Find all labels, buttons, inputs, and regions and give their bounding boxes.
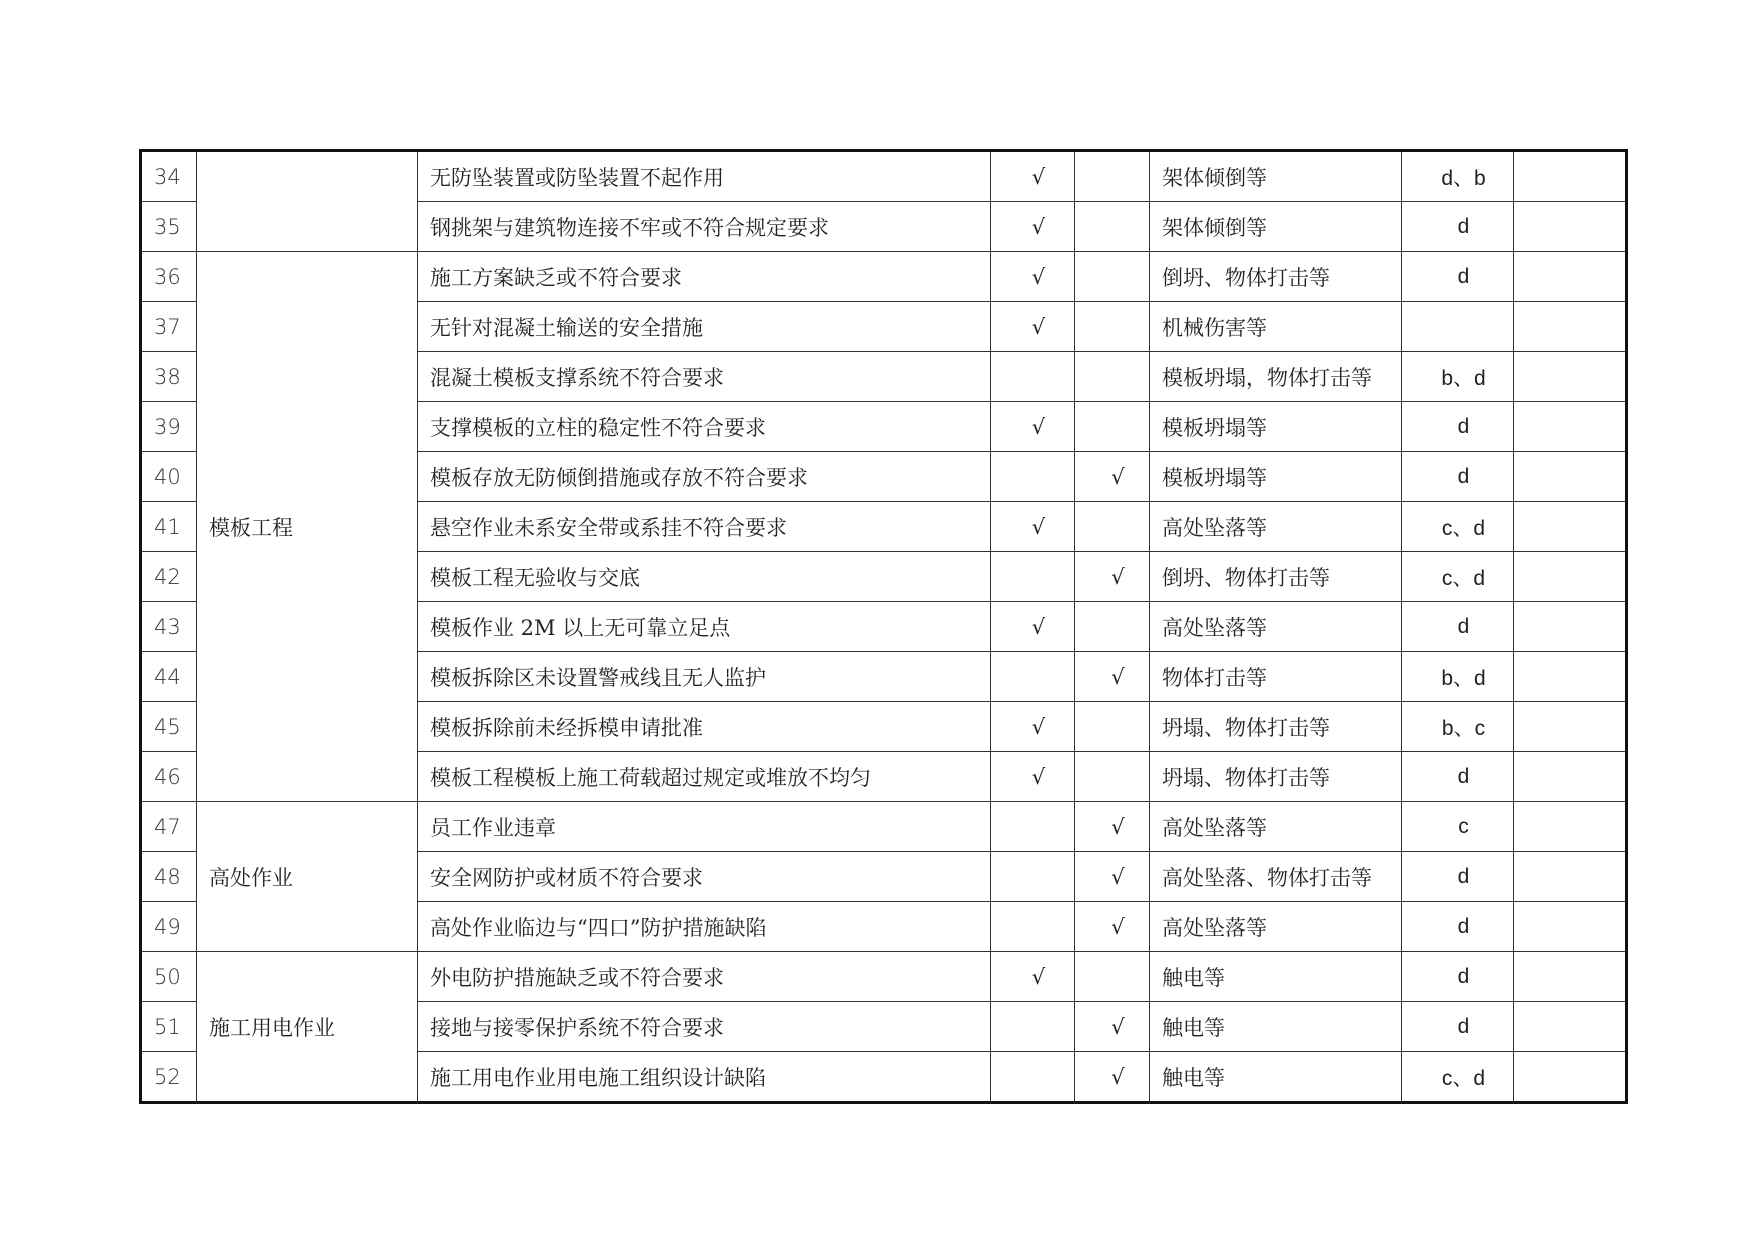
category-cell: 高处作业 [197, 802, 418, 952]
check-col-1 [991, 902, 1075, 952]
hazard-item: 模板存放无防倾倒措施或存放不符合要求 [418, 452, 991, 502]
check-col-1 [991, 652, 1075, 702]
risk-level: d [1402, 602, 1514, 652]
row-number: 41 [141, 502, 197, 552]
risk-level: d [1402, 1002, 1514, 1052]
blank-cell [1514, 1052, 1627, 1103]
check-col-2: √ [1075, 1002, 1150, 1052]
risk-level: d [1402, 902, 1514, 952]
hazard-item: 安全网防护或材质不符合要求 [418, 852, 991, 902]
check-col-1: √ [991, 302, 1075, 352]
blank-cell [1514, 452, 1627, 502]
accident-type: 倒坍、物体打击等 [1150, 252, 1402, 302]
accident-type: 高处坠落等 [1150, 902, 1402, 952]
blank-cell [1514, 352, 1627, 402]
blank-cell [1514, 802, 1627, 852]
check-col-2: √ [1075, 902, 1150, 952]
blank-cell [1514, 702, 1627, 752]
accident-type: 触电等 [1150, 952, 1402, 1002]
check-col-1: √ [991, 702, 1075, 752]
accident-type: 高处坠落等 [1150, 802, 1402, 852]
blank-cell [1514, 302, 1627, 352]
check-col-2 [1075, 402, 1150, 452]
check-col-2: √ [1075, 852, 1150, 902]
check-col-1: √ [991, 602, 1075, 652]
row-number: 42 [141, 552, 197, 602]
hazard-item: 模板作业 2M 以上无可靠立足点 [418, 602, 991, 652]
check-col-2 [1075, 151, 1150, 202]
table-row [141, 802, 1627, 852]
row-number: 46 [141, 752, 197, 802]
blank-cell [1514, 602, 1627, 652]
row-number: 52 [141, 1052, 197, 1103]
check-col-1: √ [991, 151, 1075, 202]
accident-type: 高处坠落等 [1150, 602, 1402, 652]
row-number: 39 [141, 402, 197, 452]
accident-type: 模板坍塌等 [1150, 452, 1402, 502]
check-col-1 [991, 552, 1075, 602]
accident-type: 高处坠落、物体打击等 [1150, 852, 1402, 902]
row-number: 47 [141, 802, 197, 852]
check-col-1: √ [991, 402, 1075, 452]
category-cell: 模板工程 [197, 252, 418, 802]
check-col-1 [991, 1002, 1075, 1052]
accident-type: 倒坍、物体打击等 [1150, 552, 1402, 602]
row-number: 49 [141, 902, 197, 952]
check-col-2 [1075, 602, 1150, 652]
check-col-1: √ [991, 952, 1075, 1002]
check-col-2 [1075, 702, 1150, 752]
check-col-2 [1075, 352, 1150, 402]
hazard-item: 钢挑架与建筑物连接不牢或不符合规定要求 [418, 202, 991, 252]
blank-cell [1514, 502, 1627, 552]
blank-cell [1514, 902, 1627, 952]
hazard-item: 模板工程模板上施工荷载超过规定或堆放不均匀 [418, 752, 991, 802]
accident-type: 坍塌、物体打击等 [1150, 702, 1402, 752]
row-number: 44 [141, 652, 197, 702]
accident-type: 触电等 [1150, 1002, 1402, 1052]
blank-cell [1514, 952, 1627, 1002]
risk-level [1402, 302, 1514, 352]
hazard-item: 施工方案缺乏或不符合要求 [418, 252, 991, 302]
hazard-item: 无针对混凝土输送的安全措施 [418, 302, 991, 352]
check-col-1: √ [991, 752, 1075, 802]
blank-cell [1514, 1002, 1627, 1052]
accident-type: 机械伤害等 [1150, 302, 1402, 352]
row-number: 45 [141, 702, 197, 752]
hazard-item: 施工用电作业用电施工组织设计缺陷 [418, 1052, 991, 1103]
table-row [141, 952, 1627, 1002]
blank-cell [1514, 552, 1627, 602]
risk-level: d [1402, 252, 1514, 302]
hazard-item: 接地与接零保护系统不符合要求 [418, 1002, 991, 1052]
risk-level: d [1402, 852, 1514, 902]
check-col-1: √ [991, 202, 1075, 252]
risk-level: d [1402, 402, 1514, 452]
risk-level: c [1402, 802, 1514, 852]
risk-level: b、c [1402, 702, 1514, 752]
check-col-2: √ [1075, 452, 1150, 502]
check-col-2 [1075, 502, 1150, 552]
accident-type: 坍塌、物体打击等 [1150, 752, 1402, 802]
risk-level: b、d [1402, 652, 1514, 702]
accident-type: 触电等 [1150, 1052, 1402, 1103]
hazard-item: 模板拆除前未经拆模申请批准 [418, 702, 991, 752]
row-number: 48 [141, 852, 197, 902]
risk-level: d [1402, 452, 1514, 502]
blank-cell [1514, 151, 1627, 202]
table-row [141, 252, 1627, 302]
check-col-2: √ [1075, 552, 1150, 602]
check-col-1 [991, 1052, 1075, 1103]
row-number: 37 [141, 302, 197, 352]
blank-cell [1514, 652, 1627, 702]
row-number: 40 [141, 452, 197, 502]
accident-type: 模板坍塌，物体打击等 [1150, 352, 1402, 402]
risk-level: b、d [1402, 352, 1514, 402]
hazard-item: 外电防护措施缺乏或不符合要求 [418, 952, 991, 1002]
check-col-2: √ [1075, 652, 1150, 702]
check-col-1: √ [991, 502, 1075, 552]
check-col-2 [1075, 302, 1150, 352]
row-number: 35 [141, 202, 197, 252]
check-col-2: √ [1075, 802, 1150, 852]
risk-level: d [1402, 952, 1514, 1002]
category-cell [197, 151, 418, 252]
risk-level: d [1402, 202, 1514, 252]
check-col-1 [991, 452, 1075, 502]
blank-cell [1514, 202, 1627, 252]
risk-level: d、b [1402, 151, 1514, 202]
blank-cell [1514, 402, 1627, 452]
hazard-item: 悬空作业未系安全带或系挂不符合要求 [418, 502, 991, 552]
check-col-2 [1075, 252, 1150, 302]
hazard-item: 支撑模板的立柱的稳定性不符合要求 [418, 402, 991, 452]
check-col-2 [1075, 202, 1150, 252]
risk-level: c、d [1402, 552, 1514, 602]
row-number: 34 [141, 151, 197, 202]
blank-cell [1514, 752, 1627, 802]
hazard-item: 高处作业临边与“四口”防护措施缺陷 [418, 902, 991, 952]
hazard-item: 无防坠装置或防坠装置不起作用 [418, 151, 991, 202]
accident-type: 模板坍塌等 [1150, 402, 1402, 452]
check-col-2 [1075, 752, 1150, 802]
table-row [141, 151, 1627, 202]
blank-cell [1514, 852, 1627, 902]
hazard-table [139, 149, 1628, 1104]
hazard-item: 员工作业违章 [418, 802, 991, 852]
accident-type: 高处坠落等 [1150, 502, 1402, 552]
row-number: 38 [141, 352, 197, 402]
row-number: 50 [141, 952, 197, 1002]
check-col-1 [991, 802, 1075, 852]
risk-level: d [1402, 752, 1514, 802]
accident-type: 架体倾倒等 [1150, 202, 1402, 252]
blank-cell [1514, 252, 1627, 302]
accident-type: 架体倾倒等 [1150, 151, 1402, 202]
check-col-2: √ [1075, 1052, 1150, 1103]
accident-type: 物体打击等 [1150, 652, 1402, 702]
check-col-2 [1075, 952, 1150, 1002]
risk-level: c、d [1402, 502, 1514, 552]
row-number: 36 [141, 252, 197, 302]
row-number: 51 [141, 1002, 197, 1052]
category-cell: 施工用电作业 [197, 952, 418, 1103]
check-col-1 [991, 852, 1075, 902]
check-col-1: √ [991, 252, 1075, 302]
hazard-item: 模板拆除区未设置警戒线且无人监护 [418, 652, 991, 702]
check-col-1 [991, 352, 1075, 402]
hazard-item: 混凝土模板支撑系统不符合要求 [418, 352, 991, 402]
risk-level: c、d [1402, 1052, 1514, 1103]
row-number: 43 [141, 602, 197, 652]
hazard-item: 模板工程无验收与交底 [418, 552, 991, 602]
